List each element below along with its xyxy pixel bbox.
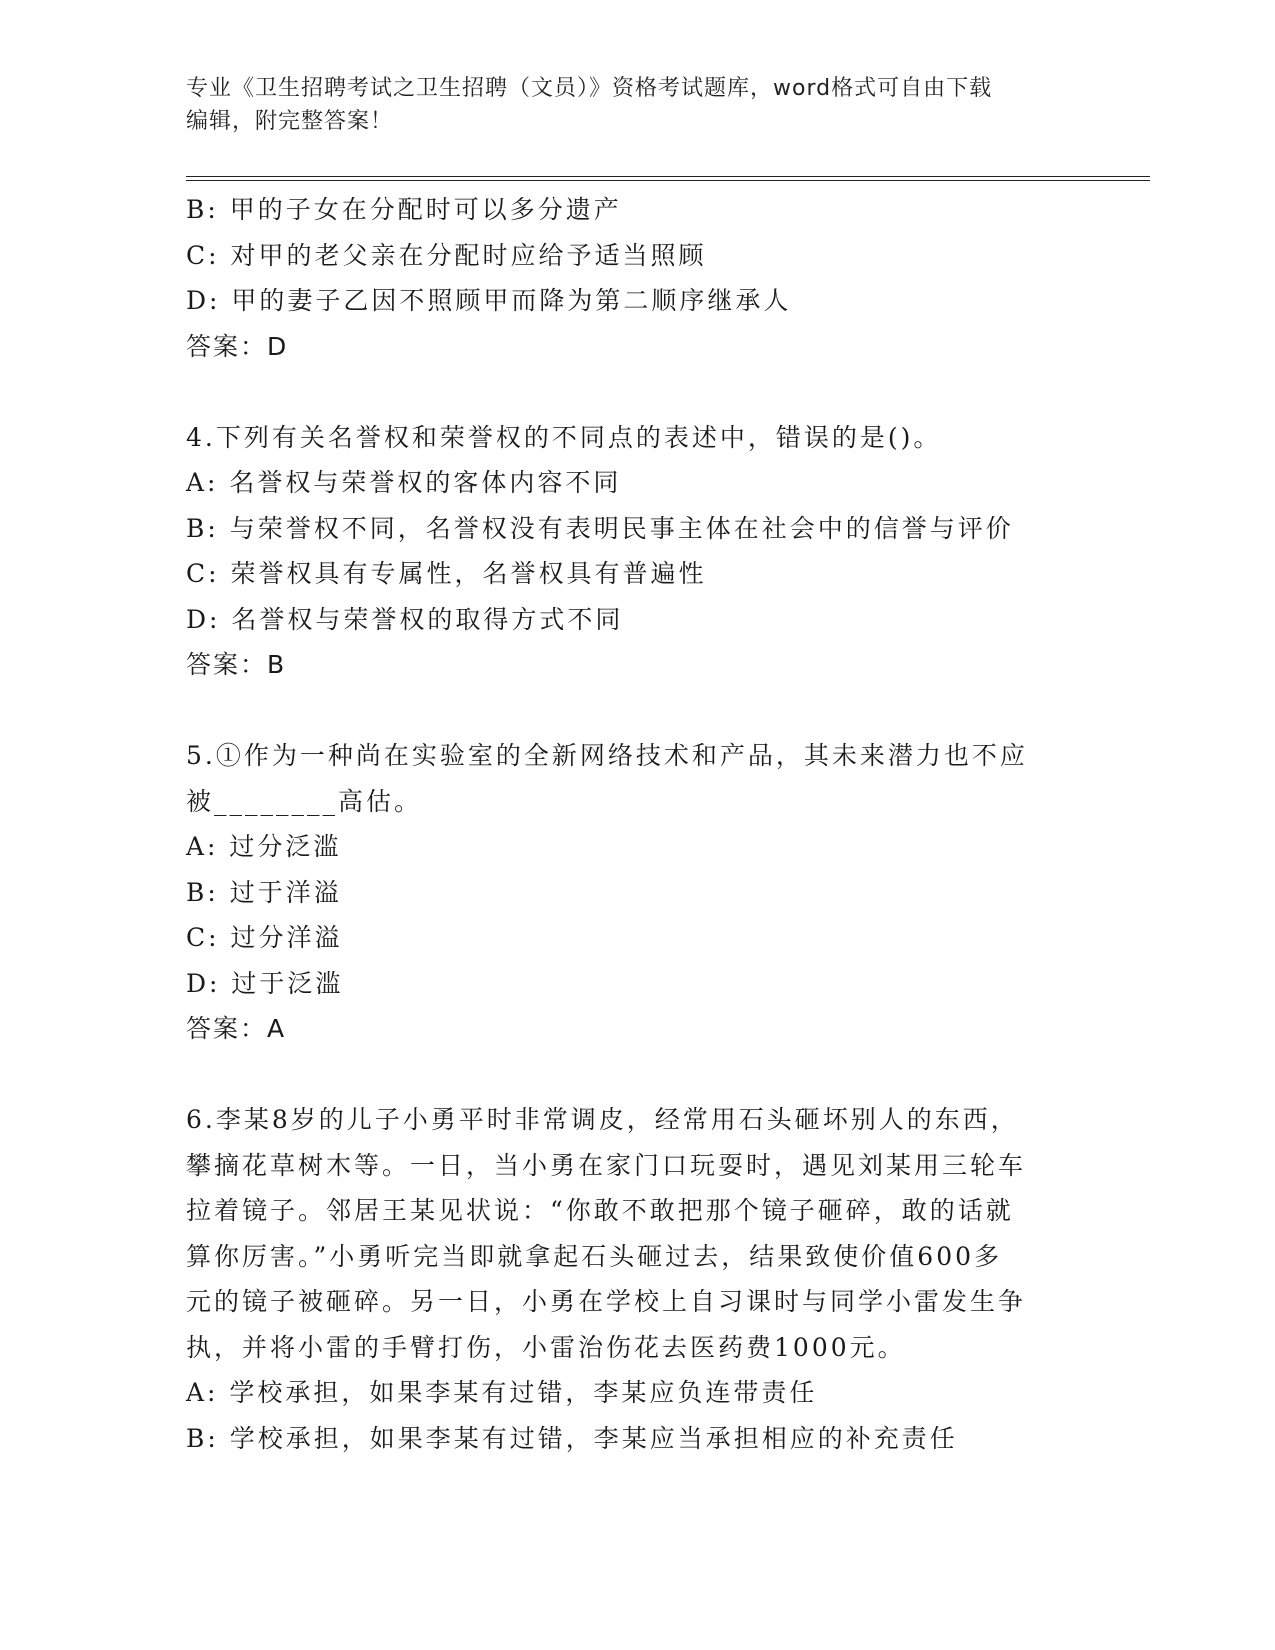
option-a: A: 过分泛滥 bbox=[186, 832, 342, 861]
option-b: B: 过于洋溢 bbox=[186, 877, 342, 907]
option-c: C: 荣誉权具有专属性，名誉权具有普遍性 bbox=[186, 559, 707, 588]
option-b: B: 学校承担，如果李某有过错，李某应当承担相应的补充责任 bbox=[186, 1423, 958, 1453]
option-b: B: 甲的子女在分配时可以多分遗产 bbox=[186, 195, 622, 224]
option-d: D: 过于泛滥 bbox=[186, 968, 344, 998]
document-header bbox=[186, 72, 1086, 138]
answer: 答案：B bbox=[186, 650, 287, 679]
question-text-line-3: 拉着镜子。邻居王某见状说：“你敢不敢把那个镜子砸碎，敢的话就 bbox=[186, 1196, 1014, 1225]
header-divider bbox=[186, 176, 1150, 181]
question-6 bbox=[186, 1097, 1066, 1461]
option-c: C: 对甲的老父亲在分配时应给予适当照顾 bbox=[186, 240, 707, 270]
header-line-2: 编辑，附完整答案！ bbox=[186, 109, 394, 134]
question-text-line-4: 算你厉害。”小勇听完当即就拿起石头砸过去，结果致使价值600多 bbox=[186, 1241, 1003, 1271]
option-c: C: 过分洋溢 bbox=[186, 923, 343, 952]
question-text-line-2: 攀摘花草树木等。一日，当小勇在家门口玩耍时，遇见刘某用三轮车 bbox=[186, 1150, 1027, 1180]
option-d: D: 名誉权与荣誉权的取得方式不同 bbox=[186, 604, 624, 634]
question-text-line-6: 执，并将小雷的手臂打伤，小雷治伤花去医药费1000元。 bbox=[186, 1332, 906, 1362]
question-text: 4.下列有关名誉权和荣誉权的不同点的表述中，错误的是()。 bbox=[186, 422, 942, 452]
question-text-line-1: 5.①作为一种尚在实验室的全新网络技术和产品，其未来潜力也不应 bbox=[186, 741, 1028, 770]
question-text-line-1: 6.李某8岁的儿子小勇平时非常调皮，经常用石头砸坏别人的东西， bbox=[186, 1105, 1019, 1134]
question-4 bbox=[186, 415, 1066, 688]
header-line-1: 专业《卫生招聘考试之卫生招聘（文员）》资格考试题库，word格式可自由下载 bbox=[186, 76, 993, 101]
answer: 答案：D bbox=[186, 331, 289, 361]
question-3-tail bbox=[186, 187, 1066, 369]
question-text-line-5: 元的镜子被砸碎。另一日，小勇在学校上自习课时与同学小雷发生争 bbox=[186, 1287, 1027, 1316]
question-text-line-2: 被________高估。 bbox=[186, 786, 423, 816]
option-b: B: 与荣誉权不同，名誉权没有表明民事主体在社会中的信誉与评价 bbox=[186, 513, 1014, 543]
answer: 答案：A bbox=[186, 1014, 287, 1043]
option-a: A: 学校承担，如果李某有过错，李某应负连带责任 bbox=[186, 1378, 818, 1407]
question-5 bbox=[186, 733, 1066, 1052]
question-content bbox=[186, 187, 1066, 1461]
option-a: A: 名誉权与荣誉权的客体内容不同 bbox=[186, 468, 622, 497]
option-d: D: 甲的妻子乙因不照顾甲而降为第二顺序继承人 bbox=[186, 286, 792, 315]
